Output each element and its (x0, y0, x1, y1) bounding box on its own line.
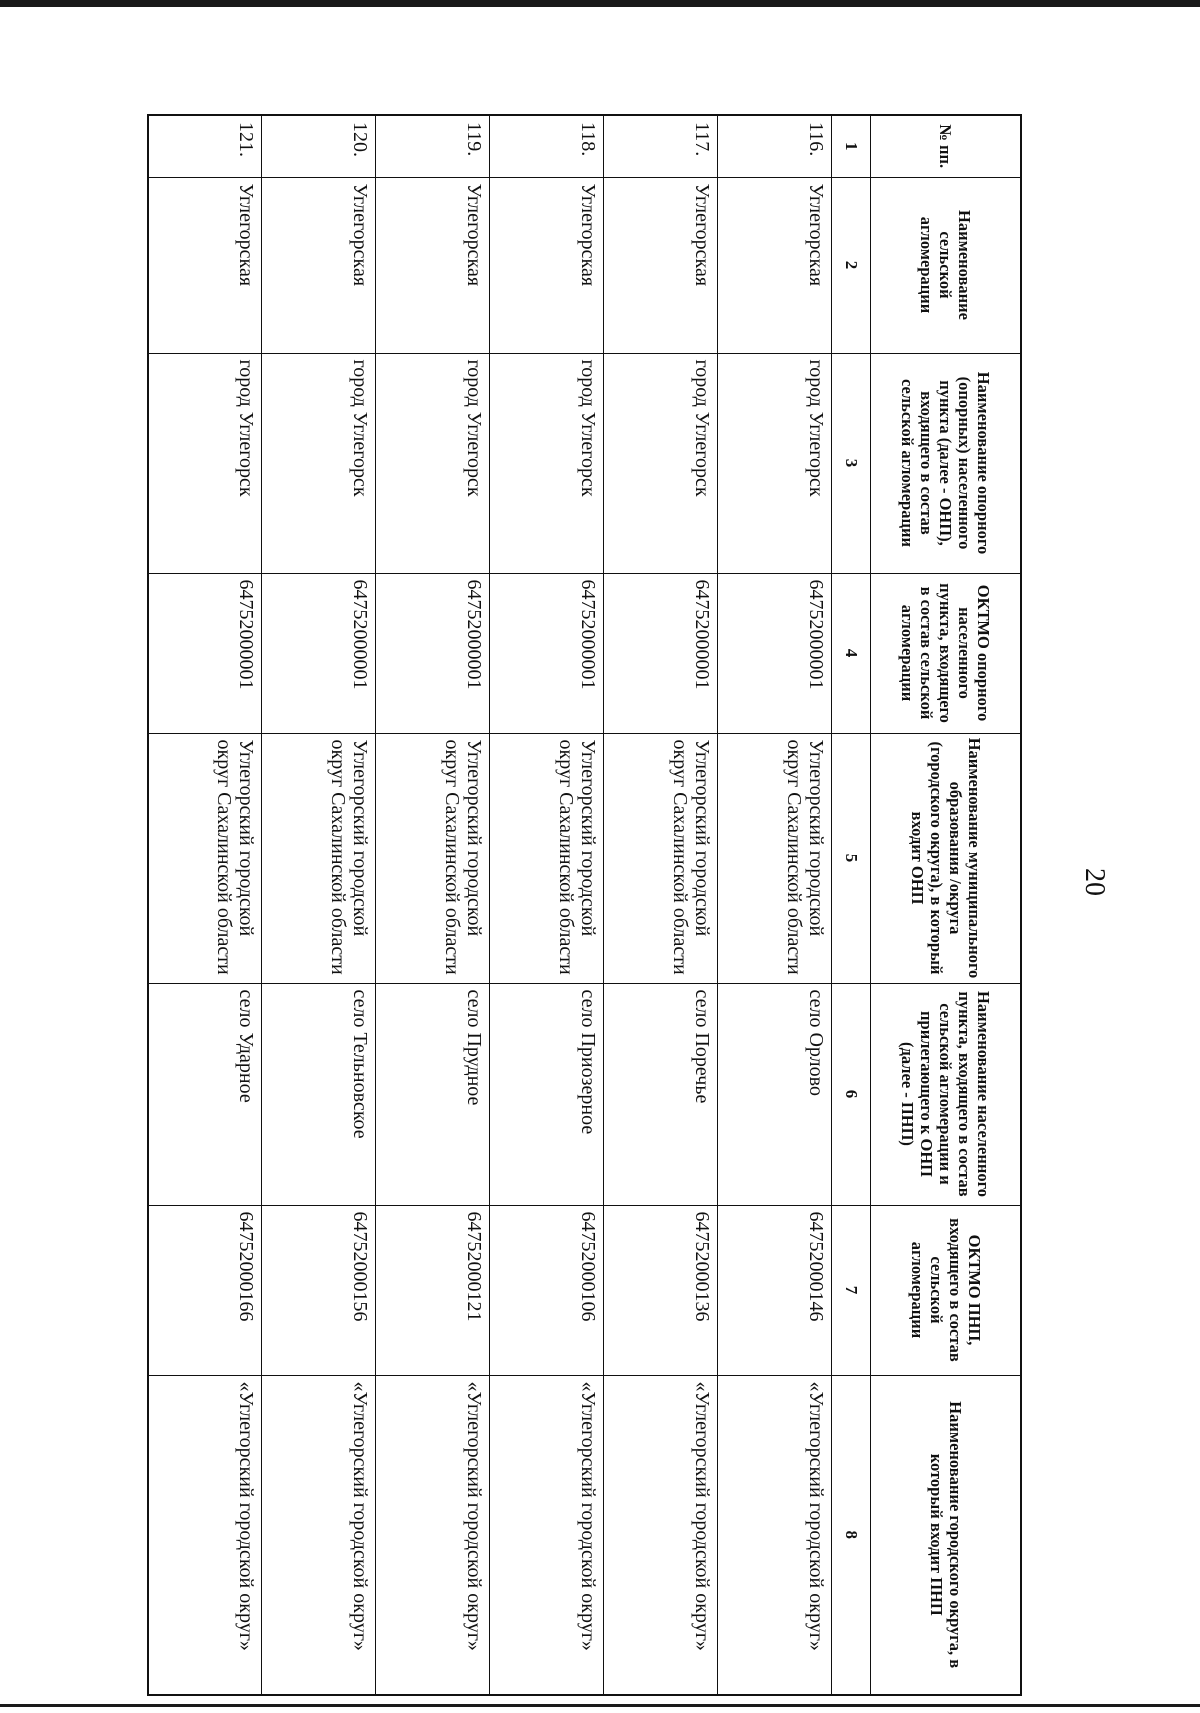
municipality-name: Углегорский городской округ Сахалинской области (490, 733, 604, 983)
pnp-name: село Приозерное (490, 983, 604, 1205)
column-number: 8 (831, 1375, 871, 1695)
table-row (490, 115, 604, 1695)
onp-oktmo: 64752000001 (718, 573, 832, 733)
agglomeration-name: Углегорская (604, 177, 718, 353)
row-number: 121. (148, 115, 262, 177)
row-number: 116. (718, 115, 832, 177)
municipality-name: Углегорский городской округ Сахалинской области (262, 733, 376, 983)
onp-name: город Углегорск (262, 353, 376, 573)
pnp-district: «Углегорский городской округ» (718, 1375, 832, 1695)
header-cell-municipality: Наименование муниципального образования /округа (городского округа), в который входит ОНП (871, 733, 1021, 983)
pnp-name: село Тельновское (262, 983, 376, 1205)
pnp-district: «Углегорский городской округ» (490, 1375, 604, 1695)
agglomeration-name: Углегорская (262, 177, 376, 353)
pnp-district: «Углегорский городской округ» (148, 1375, 262, 1695)
header-row (871, 115, 1021, 1695)
scan-edge-top (0, 0, 1200, 7)
table-body (148, 115, 871, 1695)
pnp-name: село Поречье (604, 983, 718, 1205)
header-cell-pnp-district: Наименование городского округа, в который входит ПНП (871, 1375, 1021, 1695)
pnp-oktmo: 64752000156 (262, 1205, 376, 1375)
onp-name: город Углегорск (604, 353, 718, 573)
pnp-oktmo: 64752000136 (604, 1205, 718, 1375)
onp-name: город Углегорск (718, 353, 832, 573)
header-cell-num: № пп. (871, 115, 1021, 177)
pnp-name: село Ударное (148, 983, 262, 1205)
column-number: 4 (831, 573, 871, 733)
municipality-name: Углегорский городской округ Сахалинской области (148, 733, 262, 983)
column-number-row (831, 115, 871, 1695)
onp-oktmo: 64752000001 (148, 573, 262, 733)
pnp-oktmo: 64752000146 (718, 1205, 832, 1375)
table-row (148, 115, 262, 1695)
header-cell-agglomeration: Наименование сельской агломерации (871, 177, 1021, 353)
onp-name: город Углегорск (490, 353, 604, 573)
column-number: 6 (831, 983, 871, 1205)
onp-name: город Углегорск (376, 353, 490, 573)
pnp-oktmo: 64752000121 (376, 1205, 490, 1375)
onp-oktmo: 64752000001 (604, 573, 718, 733)
scan-edge-bottom (0, 1704, 1200, 1707)
onp-oktmo: 64752000001 (262, 573, 376, 733)
onp-oktmo: 64752000001 (490, 573, 604, 733)
table-row (604, 115, 718, 1695)
header-cell-onp: Наименование опорного (опорных) населенного пункта (далее - ОНП), входящего в состав сельской агломерации (871, 353, 1021, 573)
municipality-name: Углегорский городской округ Сахалинской области (718, 733, 832, 983)
pnp-district: «Углегорский городской округ» (262, 1375, 376, 1695)
onp-oktmo: 64752000001 (376, 573, 490, 733)
column-number: 1 (831, 115, 871, 177)
row-number: 120. (262, 115, 376, 177)
row-number: 119. (376, 115, 490, 177)
onp-name: город Углегорск (148, 353, 262, 573)
agglomeration-name: Углегорская (490, 177, 604, 353)
column-number: 2 (831, 177, 871, 353)
header-cell-pnp-oktmo: ОКТМО ПНП, входящего в состав сельской агломерации (871, 1205, 1021, 1375)
pnp-name: село Прудное (376, 983, 490, 1205)
pnp-district: «Углегорский городской округ» (604, 1375, 718, 1695)
agglomeration-table (147, 114, 1022, 1696)
pnp-name: село Орлово (718, 983, 832, 1205)
table-row (376, 115, 490, 1695)
table-row (262, 115, 376, 1695)
agglomeration-name: Углегорская (148, 177, 262, 353)
header-cell-pnp: Наименование населенного пункта, входящего в состав сельской агломерации и прилегающего к ОНП (далее - ПНП) (871, 983, 1021, 1205)
pnp-oktmo: 64752000106 (490, 1205, 604, 1375)
rotated-table-container (147, 114, 1022, 1694)
pnp-oktmo: 64752000166 (148, 1205, 262, 1375)
agglomeration-name: Углегорская (718, 177, 832, 353)
page-number: 20 (1079, 868, 1110, 896)
column-number: 5 (831, 733, 871, 983)
header-cell-onp-oktmo: ОКТМО опорного населенного пункта, входящего в состав сельской агломерации (871, 573, 1021, 733)
municipality-name: Углегорский городской округ Сахалинской области (604, 733, 718, 983)
column-number: 7 (831, 1205, 871, 1375)
pnp-district: «Углегорский городской округ» (376, 1375, 490, 1695)
agglomeration-name: Углегорская (376, 177, 490, 353)
table-row (718, 115, 832, 1695)
row-number: 117. (604, 115, 718, 177)
row-number: 118. (490, 115, 604, 177)
column-number: 3 (831, 353, 871, 573)
municipality-name: Углегорский городской округ Сахалинской области (376, 733, 490, 983)
